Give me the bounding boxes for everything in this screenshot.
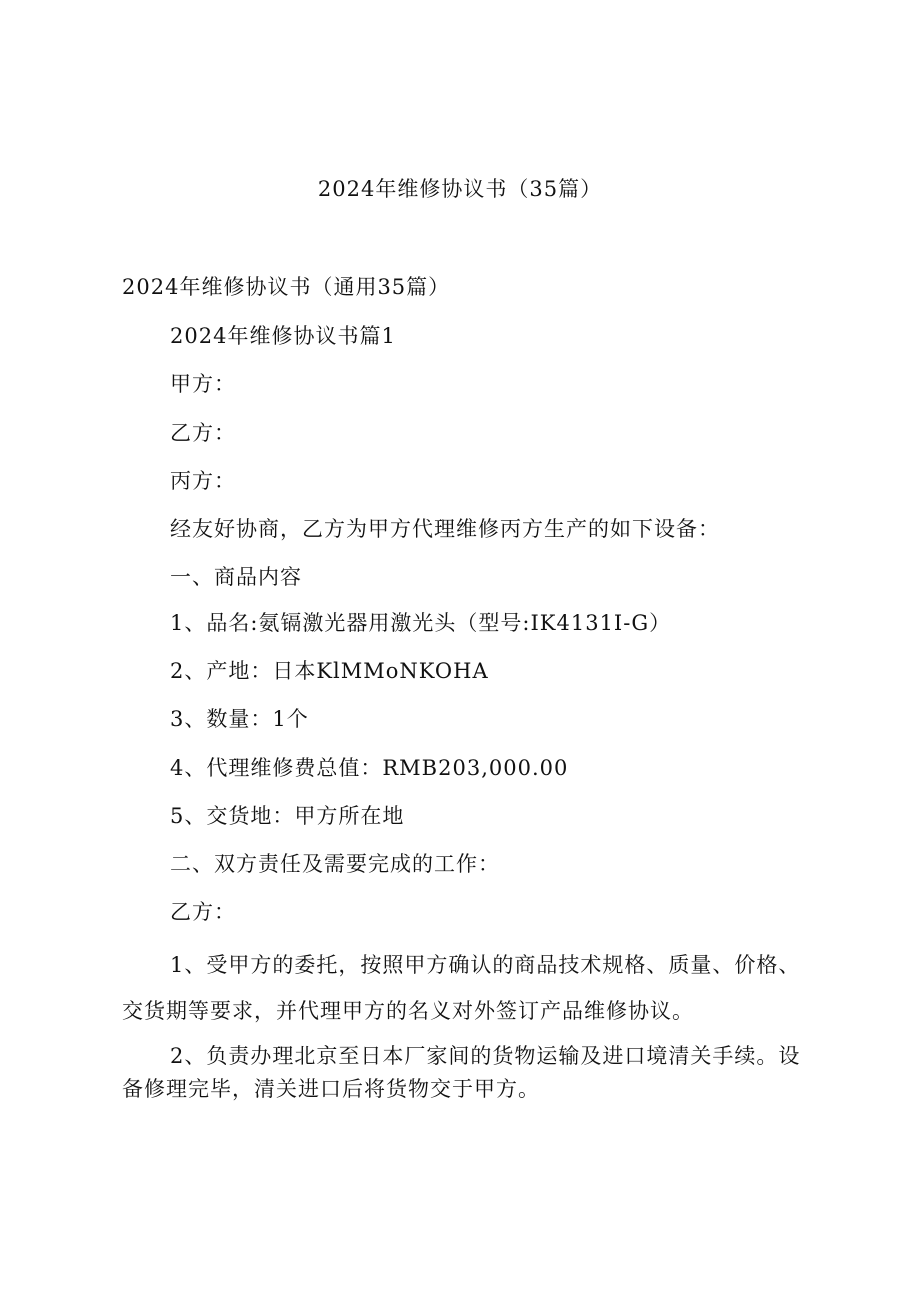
item-delivery-place: 5、交货地：甲方所在地	[170, 804, 405, 828]
party-c-label: 丙方：	[170, 469, 236, 493]
intro-paragraph: 经友好协商，乙方为甲方代理维修丙方生产的如下设备：	[170, 517, 720, 541]
section2-heading: 二、双方责任及需要完成的工作：	[170, 852, 500, 876]
section1-heading: 一、商品内容	[170, 565, 302, 589]
item-quantity: 3、数量：1个	[170, 707, 309, 731]
item-product-name: 1、品名:氨镉激光器用激光头（型号:IK4131I-G）	[170, 611, 672, 635]
party-b-duties-label: 乙方：	[170, 900, 236, 924]
document-title: 2024年维修协议书（35篇）	[317, 177, 603, 201]
document-subtitle: 2024年维修协议书（通用35篇）	[122, 275, 451, 299]
section-heading: 2024年维修协议书篇1	[170, 324, 396, 348]
item-origin: 2、产地：日本KlMMoNKOHA	[170, 659, 489, 683]
duty-1-paragraph: 1、受甲方的委托，按照甲方确认的商品技术规格、质量、价格、交货期等要求，并代理甲方的名义对外签订产品维修协议。	[122, 953, 801, 1023]
duty-2-paragraph: 2、负责办理北京至日本厂家间的货物运输及进口境清关手续。设备修理完毕，清关进口后将货物交于甲方。	[122, 1044, 801, 1101]
item-total-fee: 4、代理维修费总值：RMB203,000.00	[170, 756, 569, 780]
party-a-label: 甲方：	[170, 372, 236, 396]
party-b-label: 乙方：	[170, 421, 236, 445]
